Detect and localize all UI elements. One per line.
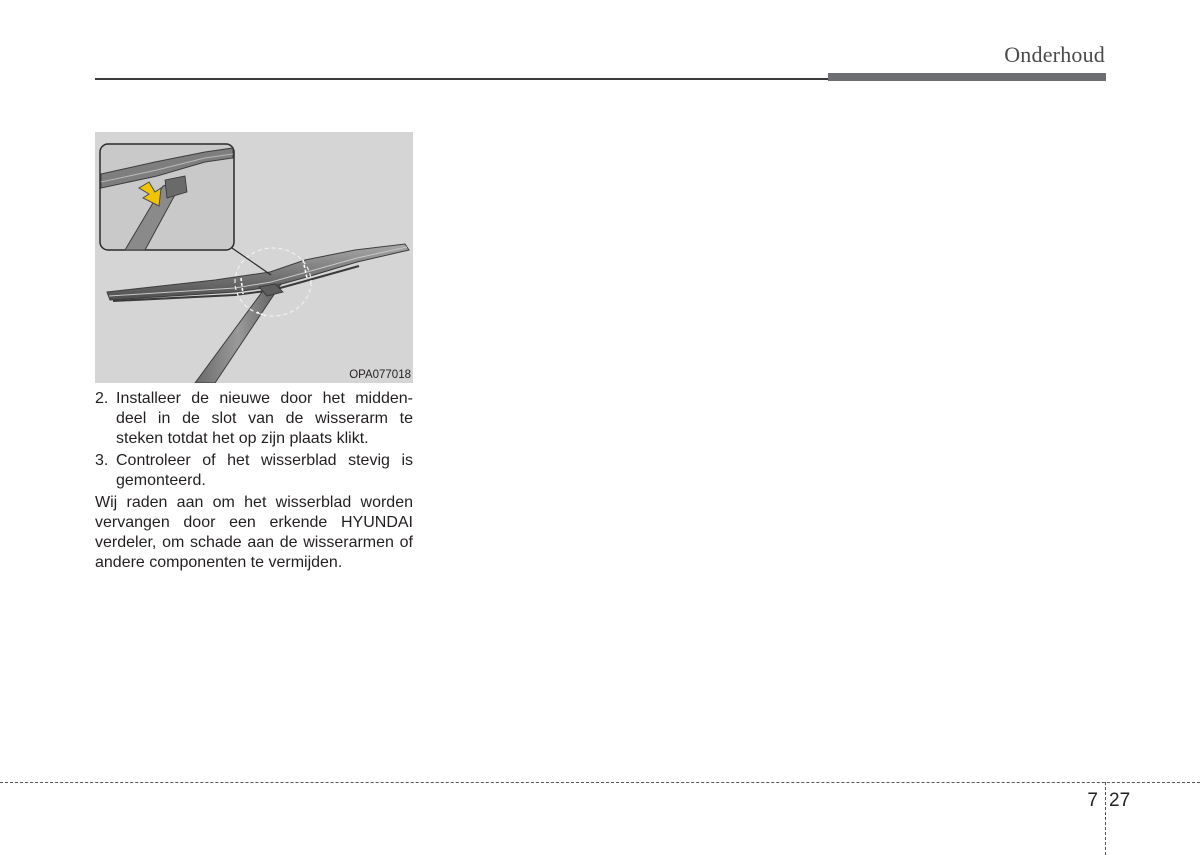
wiper-arm xyxy=(195,284,283,383)
section-title: Onderhoud xyxy=(1004,42,1105,67)
step-item xyxy=(95,451,413,491)
step-text: Installeer de nieuwe door het midden-deel in de slot van de wisserarm te steken totdat het op zijn plaats klikt. xyxy=(116,390,413,447)
wiper-blade xyxy=(107,244,409,301)
body-text xyxy=(95,389,413,573)
page-number: 27 xyxy=(1109,790,1131,811)
step-number: 2. xyxy=(95,390,109,407)
step-text: Controleer of het wisserblad stevig is gemonteerd. xyxy=(116,452,413,489)
leader-line xyxy=(232,248,271,275)
detail-inset xyxy=(100,144,234,250)
footer-divider xyxy=(0,782,1200,783)
wiper-blade-illustration xyxy=(95,132,413,383)
header-rule xyxy=(95,78,828,80)
footer-vertical-divider xyxy=(1105,782,1106,855)
chapter-number: 7 xyxy=(1087,790,1098,811)
recommendation-paragraph: Wij raden aan om het wisserblad worden vervangen door een erkende HYUNDAI verdeler, om schade aan de wisserarmen of andere componenten te vermijden. xyxy=(95,494,413,571)
step-item xyxy=(95,389,413,449)
header-accent-bar xyxy=(828,73,1106,81)
step-number: 3. xyxy=(95,452,109,469)
figure-code: OPA077018 xyxy=(349,369,411,381)
wiper-drawing xyxy=(95,132,413,383)
